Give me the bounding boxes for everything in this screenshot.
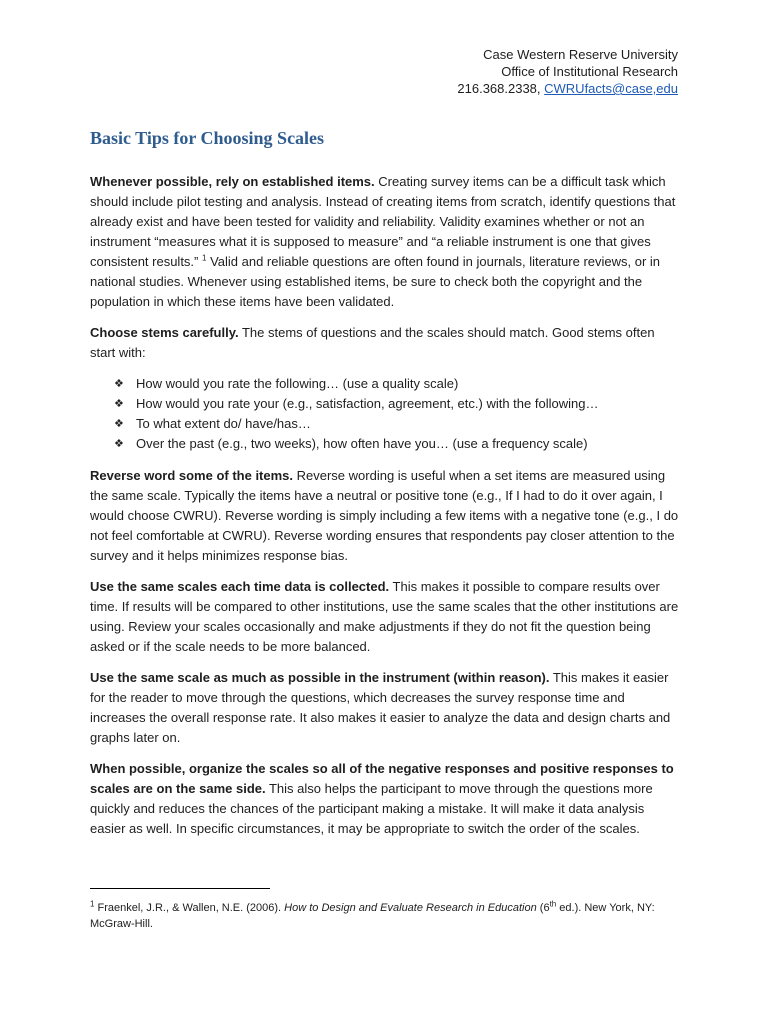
institution-name: Case Western Reserve University [483,47,678,62]
footnote-authors: Fraenkel, J.R., & Wallen, N.E. (2006). [94,902,285,914]
paragraph-lead: When possible, organize the scales so all of the negative responses and positive responses to scales are on the same side. [90,761,674,796]
paragraph-lead: Use the same scales each time data is collected. [90,579,390,594]
paragraph-established-items [90,172,680,312]
paragraph-text: This also helps the participant to move through the questions more quickly and reduces the chances of the participant making a mistake. It will make it data analysis easier as well. In specific circumstances, it may be appropriate to switch the order of the scales. [90,781,653,836]
paragraph-text: This makes it easier for the reader to move through the questions, which decreases the survey response time and increases the overall response rate. It also makes it easier to analyze the data and design charts and graphs later on. [90,670,671,745]
contact-line [457,80,678,97]
paragraph-text: Reverse wording is useful when a set items are measured using the same scale. Typically the items have a neutral or positive tone (e.g., If I had to do it over again, I would choose CWRU). Reverse wording is simply including a few items with a negative tone (e.g., I do not feel comfortable at CWRU). Reverse wording ensures that respondents pay closer attention to the survey and it helps minimizes response bias. [90,468,679,563]
footnote [90,900,680,932]
paragraph-lead: Use the same scale as much as possible in the instrument (within reason). [90,670,550,685]
phone-number: 216.368.2338, [457,81,545,96]
list-item-text: Over the past (e.g., two weeks), how often have you… (use a frequency scale) [136,436,588,451]
diamond-bullet-icon: ❖ [114,438,124,450]
list-item [114,374,680,394]
diamond-bullet-icon: ❖ [114,418,124,430]
footnote-marker: 1 [90,899,95,909]
paragraph-same-scales-over-time [90,577,680,657]
paragraph-stems [90,323,680,363]
paragraph-lead: Reverse word some of the items. [90,468,294,483]
paragraph-same-scale-instrument [90,668,680,748]
office-name: Office of Institutional Research [501,64,678,79]
document-body [90,172,680,850]
paragraph-reverse-wording [90,466,680,566]
diamond-bullet-icon: ❖ [114,398,124,410]
letterhead [457,46,678,97]
list-item [114,394,680,414]
list-item-text: How would you rate the following… (use a quality scale) [136,376,459,391]
page-title: Basic Tips for Choosing Scales [90,128,325,148]
diamond-bullet-icon: ❖ [114,378,124,390]
footnote-publisher: ed.). New York, NY: McGraw-Hill. [90,902,655,930]
stem-examples-list [90,374,680,454]
paragraph-organize-scales [90,759,680,839]
paragraph-lead: Whenever possible, rely on established items. [90,174,375,189]
footnote-reference: 1 [202,253,207,263]
list-item [114,434,680,454]
paragraph-text: Valid and reliable questions are often found in journals, literature reviews, or in national studies. Whenever using established items, be sure to check both the copyright and the population in which these items have been validated. [90,254,661,309]
email-link[interactable]: CWRUfacts@case,edu [544,81,678,96]
footnote-book-title: How to Design and Evaluate Research in Education [284,902,537,914]
footnote-edition-ordinal: th [549,899,557,909]
list-item-text: How would you rate your (e.g., satisfaction, agreement, etc.) with the following… [136,396,599,411]
paragraph-lead: Choose stems carefully. [90,325,239,340]
list-item [114,414,680,434]
paragraph-text: The stems of questions and the scales should match. Good stems often start with: [90,325,655,360]
footnote-edition: (6 [536,902,550,914]
footnote-divider [90,888,270,889]
list-item-text: To what extent do/ have/has… [136,416,311,431]
paragraph-text: Creating survey items can be a difficult task which should include pilot testing and analysis. Instead of creating items from scratch, identify questions that already exist and have been tested for validity and reliability. Validity examines whether or not an instrument “measures what it is supposed to measure” and “a reliable instrument is one that gives consistent results.” [90,174,676,269]
paragraph-text: This makes it possible to compare results over time. If results will be compared to other institutions, use the same scales that the other institutions are using. Review your scales occasionally and make adjustments if they do not fit the question being asked or if the scale needs to be more balanced. [90,579,679,654]
